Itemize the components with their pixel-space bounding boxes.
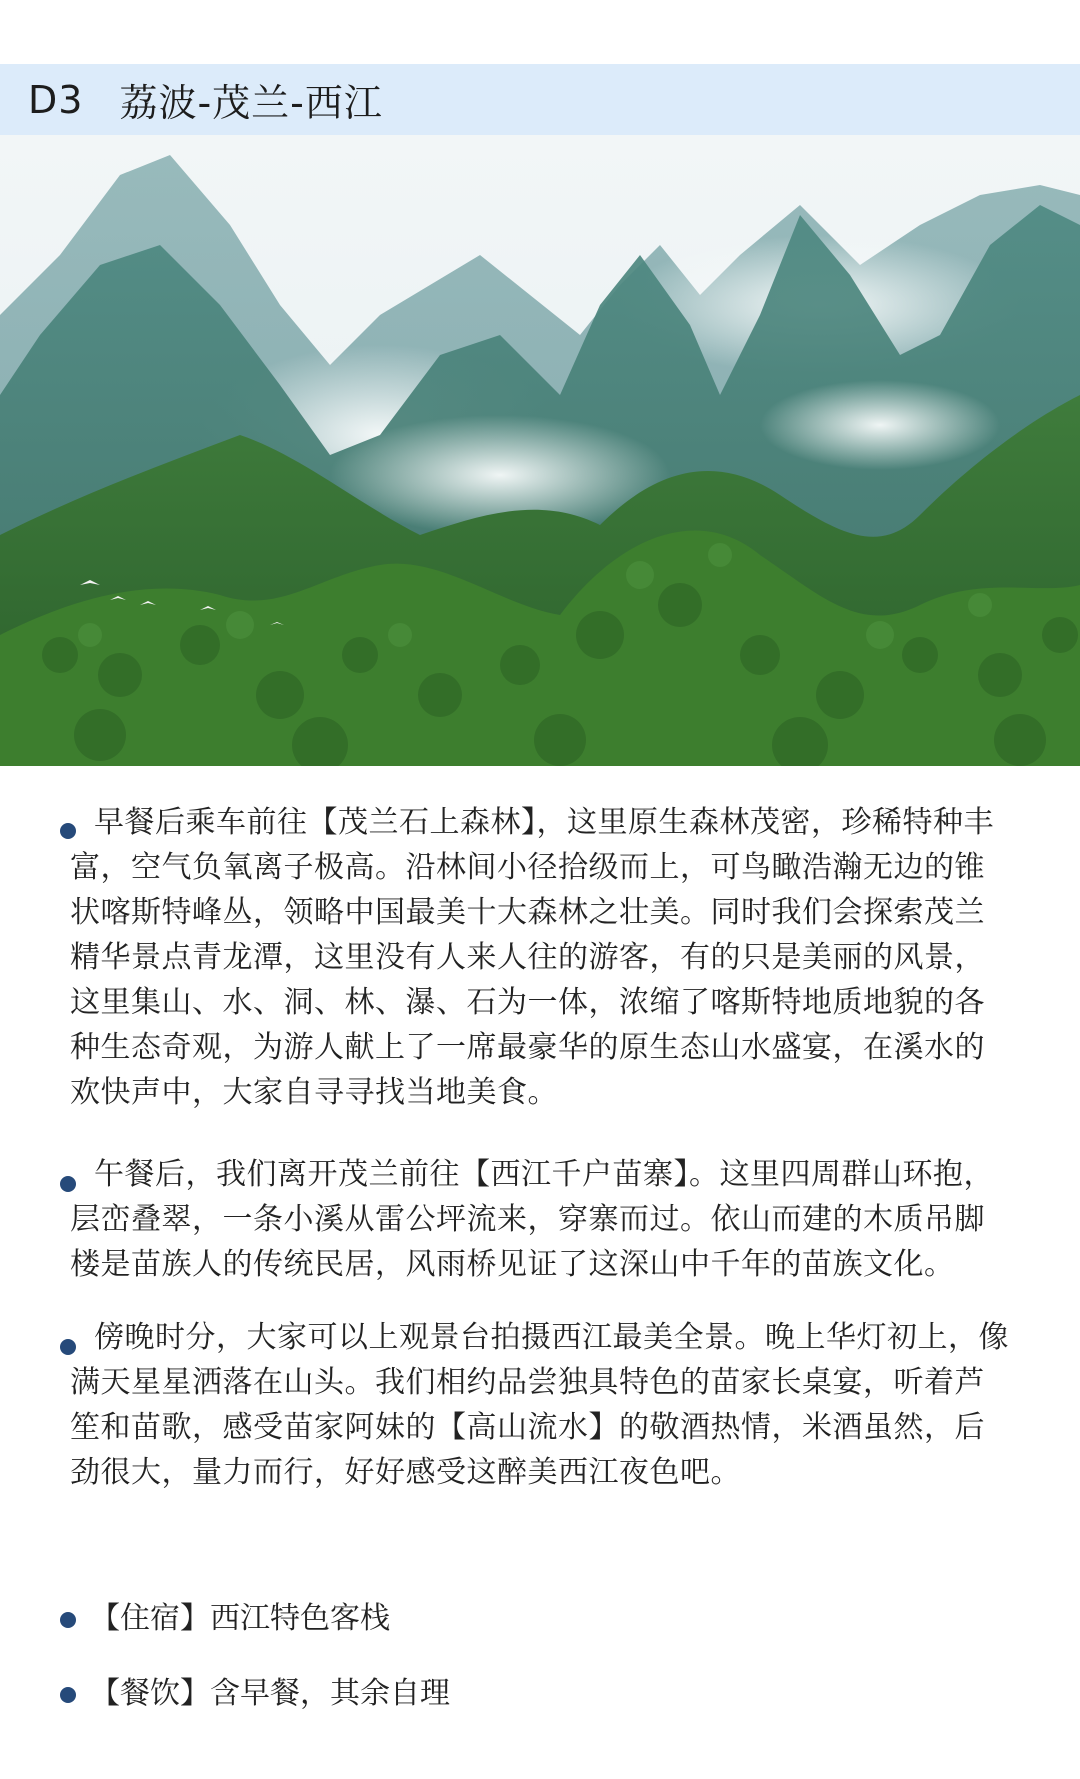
meals-info: 【餐饮】含早餐，其余自理 (90, 1676, 450, 1711)
paragraph-text: 早餐后乘车前往【茂兰石上森林】，这里原生森林茂密，珍稀特种丰富，空气负氧离子极高。沿林间小径拾级而上，可鸟瞰浩瀚无边的锥状喀斯特峰丛，领略中国最美十大森林之壮美。同时我们会探索茂兰精华景点青龙潭，这里没有人来人往的游客，有的只是美丽的风景，这里集山、水、洞、林、瀑、石为一体，浓缩了喀斯特地质地貌的各种生态奇观，为游人献上了一席最豪华的原生态山水盛宴，在溪水的欢快声中，大家自寻寻找当地美食。 (70, 805, 994, 1110)
itinerary-paragraph (70, 1315, 1015, 1495)
accommodation-info: 【住宿】西江特色客栈 (90, 1601, 390, 1636)
day-header (0, 64, 1080, 135)
day-code: D3 (28, 77, 84, 122)
karst-mountains-image (0, 135, 1080, 766)
itinerary-paragraph (70, 1152, 1015, 1287)
route-title: 荔波-茂兰-西江 (119, 81, 383, 125)
mist (760, 380, 1000, 470)
bullet-icon (60, 1612, 76, 1628)
mountain-landscape-illustration (0, 135, 1080, 766)
paragraph-text: 午餐后，我们离开茂兰前往【西江千户苗寨】。这里四周群山环抱，层峦叠翠，一条小溪从雷公坪流来，穿寨而过。依山而建的木质吊脚楼是苗族人的传统民居，风雨桥见证了这深山中千年的苗族文化。 (70, 1157, 994, 1282)
bullet-icon (60, 1687, 76, 1703)
itinerary-paragraph (70, 800, 1015, 1115)
paragraph-text: 傍晚时分，大家可以上观景台拍摄西江最美全景。晚上华灯初上，像满天星星洒落在山头。我们相约品尝独具特色的苗家长桌宴，听着芦笙和苗歌，感受苗家阿妹的【高山流水】的敬酒热情，米酒虽然，后劲很大，量力而行，好好感受这醉美西江夜色吧。 (70, 1320, 1009, 1490)
